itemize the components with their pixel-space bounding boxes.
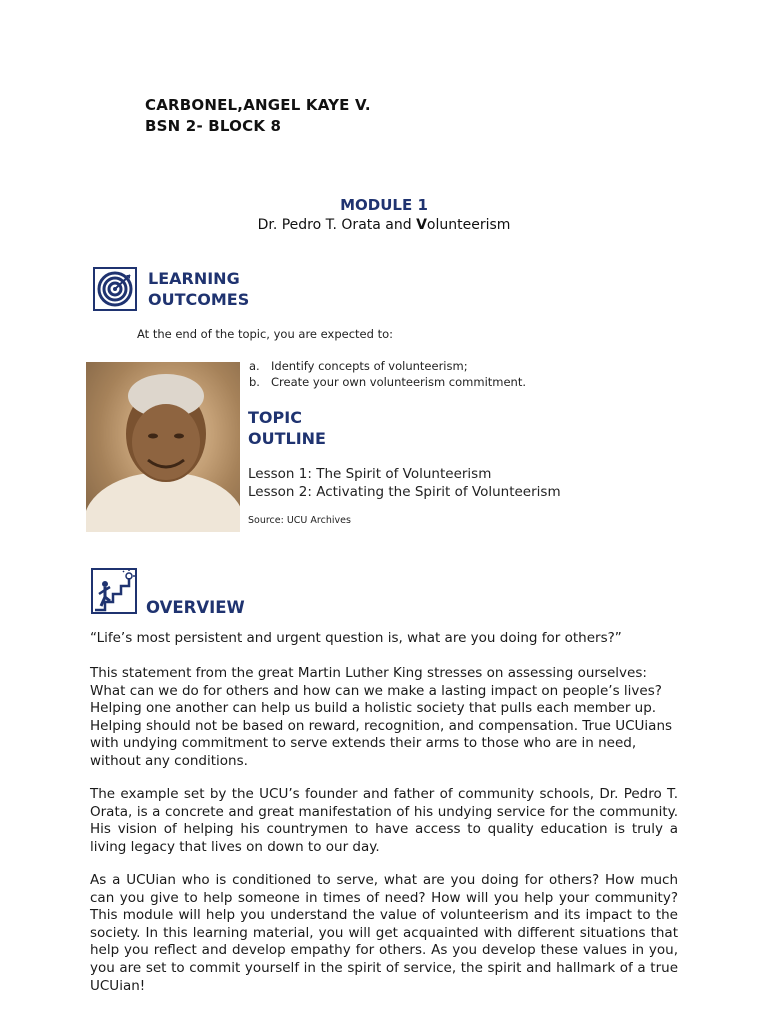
target-icon	[93, 267, 137, 311]
overview-heading: OVERVIEW	[146, 598, 245, 617]
list-item: a. Identify concepts of volunteerism;	[249, 359, 468, 373]
student-section: BSN 2- BLOCK 8	[145, 117, 282, 135]
overview-paragraph-3: As a UCUian who is conditioned to serve, what are you doing for others? How much can you give to help someone in times of need? How will you help your community? This module will help you understand the value of volunteerism and its impact to the society. In this learning material, you will get acquainted with different situations that help you reflect and develop empathy for others. As you develop these values in you, you are set to commit yourself in the spirit of service, the spirit and hallmark of a true UCUian!	[90, 872, 678, 994]
module-title: MODULE 1	[340, 196, 428, 214]
lesson-item: Lesson 2: Activating the Spirit of Volunteerism	[248, 484, 561, 500]
lesson-item: Lesson 1: The Spirit of Volunteerism	[248, 466, 492, 482]
overview-paragraph-2: The example set by the UCU’s founder and father of community schools, Dr. Pedro T. Orata, is a concrete and great manifestation of his undying service for the community. His vision of helping his countrymen to have access to quality education is truly a living legacy that lives on down to our day.	[90, 786, 678, 855]
topic-outline-heading: TOPIC OUTLINE	[248, 408, 326, 448]
module-subtitle: Dr. Pedro T. Orata and Volunteerism	[257, 217, 511, 233]
list-item: b. Create your own volunteerism commitment.	[249, 375, 527, 389]
learning-outcomes-heading: LEARNING OUTCOMES	[148, 269, 250, 309]
student-name: CARBONEL,ANGEL KAYE V.	[145, 96, 371, 114]
climbing-stairs-icon	[91, 568, 137, 614]
outcomes-intro: At the end of the topic, you are expected to:	[137, 327, 393, 341]
photo-source: Source: UCU Archives	[248, 515, 351, 526]
lesson-list	[248, 465, 561, 501]
portrait-photo	[86, 362, 240, 532]
outcomes-list	[249, 358, 526, 390]
overview-quote: “Life’s most persistent and urgent question is, what are you doing for others?”	[90, 630, 622, 646]
overview-paragraph-1: This statement from the great Martin Luther King stresses on assessing ourselves: What can we do for others and how can we make a lasting impact on people’s lives? Helping one another can help us build a holistic society that pulls each member up. Helping should not be based on reward, recognition, and compensation. True UCUians with undying commitment to serve extends their arms to those who are in need, without any conditions.	[90, 665, 673, 769]
